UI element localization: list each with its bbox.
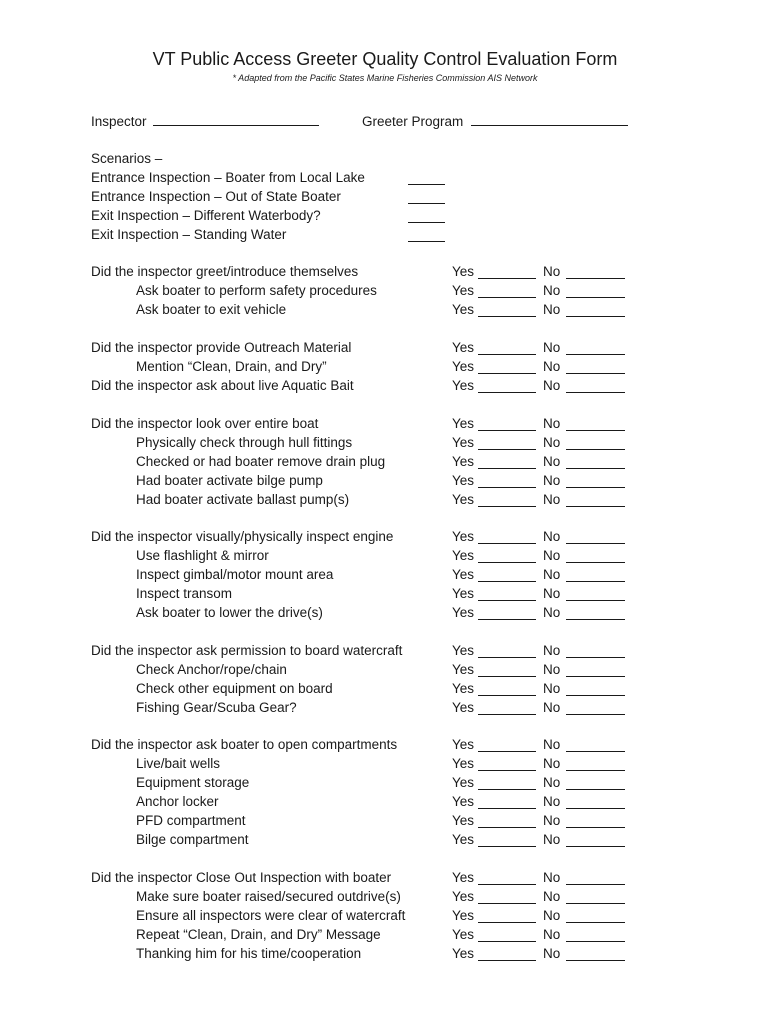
inspector-label: Inspector xyxy=(91,114,147,129)
sub-question-text: Mention “Clean, Drain, and Dry” xyxy=(136,359,327,374)
no-label: No xyxy=(543,586,561,601)
question-text: Did the inspector greet/introduce themselves xyxy=(91,264,359,279)
question-text: Did the inspector ask permission to board watercraft xyxy=(91,643,403,658)
no-blank[interactable] xyxy=(566,928,625,942)
yes-label: Yes xyxy=(452,416,475,431)
yes-label: Yes xyxy=(452,283,475,298)
scenario-item xyxy=(91,225,451,244)
yes-label: Yes xyxy=(452,492,475,507)
sub-question-text: Fishing Gear/Scuba Gear? xyxy=(136,700,297,715)
question-row xyxy=(91,471,631,490)
sub-question-text: Equipment storage xyxy=(136,775,250,790)
yes-label: Yes xyxy=(452,473,475,488)
scenario-item xyxy=(91,168,451,187)
yes-label: Yes xyxy=(452,870,475,885)
no-blank[interactable] xyxy=(566,757,625,771)
scenario-blank[interactable] xyxy=(408,228,445,242)
scenarios-block xyxy=(91,149,451,244)
yes-blank[interactable] xyxy=(478,757,536,771)
no-blank[interactable] xyxy=(566,947,625,961)
no-blank[interactable] xyxy=(566,303,625,317)
no-blank[interactable] xyxy=(566,909,625,923)
no-label: No xyxy=(543,605,561,620)
yes-label: Yes xyxy=(452,567,475,582)
no-blank[interactable] xyxy=(566,379,625,393)
question-row xyxy=(91,698,631,717)
no-blank[interactable] xyxy=(566,417,625,431)
question-section xyxy=(91,414,631,509)
no-label: No xyxy=(543,492,561,507)
yes-blank[interactable] xyxy=(478,701,536,715)
no-blank[interactable] xyxy=(566,493,625,507)
yes-blank[interactable] xyxy=(478,265,536,279)
yes-blank[interactable] xyxy=(478,909,536,923)
yes-label: Yes xyxy=(452,662,475,677)
yes-blank[interactable] xyxy=(478,436,536,450)
no-blank[interactable] xyxy=(566,341,625,355)
no-label: No xyxy=(543,529,561,544)
yes-label: Yes xyxy=(452,586,475,601)
yes-label: Yes xyxy=(452,605,475,620)
question-row xyxy=(91,830,631,849)
no-blank[interactable] xyxy=(566,284,625,298)
scenarios-heading: Scenarios – xyxy=(91,151,163,166)
yes-label: Yes xyxy=(452,359,475,374)
scenario-label: Exit Inspection – Different Waterbody? xyxy=(91,208,321,223)
question-row xyxy=(91,357,631,376)
sub-question-text: Ask boater to exit vehicle xyxy=(136,302,287,317)
sub-question-text: Thanking him for his time/cooperation xyxy=(136,946,362,961)
sub-question-text: Ensure all inspectors were clear of watercraft xyxy=(136,908,406,923)
yes-label: Yes xyxy=(452,529,475,544)
question-row xyxy=(91,527,631,546)
question-row xyxy=(91,281,631,300)
yes-blank[interactable] xyxy=(478,833,536,847)
no-blank[interactable] xyxy=(566,871,625,885)
question-row xyxy=(91,262,631,281)
sub-question-text: Had boater activate bilge pump xyxy=(136,473,323,488)
question-row xyxy=(91,811,631,830)
no-label: No xyxy=(543,643,561,658)
no-label: No xyxy=(543,775,561,790)
sub-question-text: Bilge compartment xyxy=(136,832,249,847)
yes-label: Yes xyxy=(452,548,475,563)
question-section xyxy=(91,868,631,963)
yes-label: Yes xyxy=(452,889,475,904)
yes-blank[interactable] xyxy=(478,303,536,317)
yes-blank[interactable] xyxy=(478,663,536,677)
no-label: No xyxy=(543,662,561,677)
question-section xyxy=(91,735,631,849)
inspector-blank[interactable] xyxy=(153,112,319,126)
sub-question-text: Ask boater to perform safety procedures xyxy=(136,283,377,298)
no-blank[interactable] xyxy=(566,436,625,450)
question-row xyxy=(91,546,631,565)
no-label: No xyxy=(543,378,561,393)
sub-question-text: Inspect transom xyxy=(136,586,233,601)
scenario-label: Entrance Inspection – Boater from Local Lake xyxy=(91,170,365,185)
no-label: No xyxy=(543,946,561,961)
question-text: Did the inspector ask about live Aquatic Bait xyxy=(91,378,354,393)
no-label: No xyxy=(543,567,561,582)
no-label: No xyxy=(543,908,561,923)
sub-question-text: Anchor locker xyxy=(136,794,219,809)
no-label: No xyxy=(543,756,561,771)
scenario-blank[interactable] xyxy=(408,209,445,223)
yes-blank[interactable] xyxy=(478,814,536,828)
question-row xyxy=(91,925,631,944)
greeter-program-field xyxy=(362,112,628,129)
no-label: No xyxy=(543,681,561,696)
yes-label: Yes xyxy=(452,756,475,771)
no-label: No xyxy=(543,832,561,847)
form-title: VT Public Access Greeter Quality Control Evaluation Form xyxy=(152,49,618,69)
yes-blank[interactable] xyxy=(478,530,536,544)
sub-question-text: Check other equipment on board xyxy=(136,681,333,696)
sub-question-text: PFD compartment xyxy=(136,813,246,828)
question-row xyxy=(91,300,631,319)
question-row xyxy=(91,490,631,509)
sub-question-text: Checked or had boater remove drain plug xyxy=(136,454,386,469)
sub-question-text: Ask boater to lower the drive(s) xyxy=(136,605,323,620)
no-blank[interactable] xyxy=(566,606,625,620)
no-blank[interactable] xyxy=(566,549,625,563)
question-text: Did the inspector ask boater to open compartments xyxy=(91,737,398,752)
sub-question-text: Make sure boater raised/secured outdrive(s) xyxy=(136,889,401,904)
no-blank[interactable] xyxy=(566,701,625,715)
question-row xyxy=(91,679,631,698)
question-row xyxy=(91,735,631,754)
no-blank[interactable] xyxy=(566,455,625,469)
yes-label: Yes xyxy=(452,927,475,942)
no-label: No xyxy=(543,359,561,374)
question-row xyxy=(91,641,631,660)
sub-question-text: Repeat “Clean, Drain, and Dry” Message xyxy=(136,927,381,942)
question-section xyxy=(91,527,631,622)
yes-blank[interactable] xyxy=(478,493,536,507)
no-blank[interactable] xyxy=(566,833,625,847)
no-label: No xyxy=(543,454,561,469)
yes-label: Yes xyxy=(452,454,475,469)
question-row xyxy=(91,754,631,773)
scenario-blank[interactable] xyxy=(408,190,445,204)
yes-label: Yes xyxy=(452,681,475,696)
question-text: Did the inspector visually/physically inspect engine xyxy=(91,529,394,544)
no-blank[interactable] xyxy=(566,795,625,809)
yes-label: Yes xyxy=(452,643,475,658)
scenario-item xyxy=(91,206,451,225)
no-label: No xyxy=(543,416,561,431)
question-row xyxy=(91,887,631,906)
no-blank[interactable] xyxy=(566,644,625,658)
yes-blank[interactable] xyxy=(478,947,536,961)
question-text: Did the inspector provide Outreach Material xyxy=(91,340,352,355)
sub-question-text: Inspect gimbal/motor mount area xyxy=(136,567,334,582)
question-row xyxy=(91,773,631,792)
yes-blank[interactable] xyxy=(478,455,536,469)
no-blank[interactable] xyxy=(566,682,625,696)
scenario-item xyxy=(91,187,451,206)
yes-blank[interactable] xyxy=(478,549,536,563)
question-row xyxy=(91,944,631,963)
yes-blank[interactable] xyxy=(478,341,536,355)
no-blank[interactable] xyxy=(566,587,625,601)
sub-question-text: Physically check through hull fittings xyxy=(136,435,353,450)
yes-label: Yes xyxy=(452,794,475,809)
scenario-label: Exit Inspection – Standing Water xyxy=(91,227,287,242)
no-label: No xyxy=(543,548,561,563)
yes-blank[interactable] xyxy=(478,568,536,582)
question-row xyxy=(91,584,631,603)
no-label: No xyxy=(543,700,561,715)
question-row xyxy=(91,452,631,471)
sub-question-text: Use flashlight & mirror xyxy=(136,548,269,563)
question-section xyxy=(91,338,631,395)
question-text: Did the inspector Close Out Inspection with boater xyxy=(91,870,392,885)
question-section xyxy=(91,262,631,319)
greeter-program-label: Greeter Program xyxy=(362,114,464,129)
no-label: No xyxy=(543,794,561,809)
no-blank[interactable] xyxy=(566,776,625,790)
yes-label: Yes xyxy=(452,775,475,790)
scenario-blank[interactable] xyxy=(408,171,445,185)
no-blank[interactable] xyxy=(566,814,625,828)
no-label: No xyxy=(543,302,561,317)
sub-question-text: Check Anchor/rope/chain xyxy=(136,662,287,677)
no-label: No xyxy=(543,435,561,450)
no-blank[interactable] xyxy=(566,530,625,544)
yes-label: Yes xyxy=(452,832,475,847)
question-section xyxy=(91,641,631,717)
no-label: No xyxy=(543,927,561,942)
question-row xyxy=(91,868,631,887)
question-row xyxy=(91,565,631,584)
no-label: No xyxy=(543,340,561,355)
no-label: No xyxy=(543,813,561,828)
sub-question-text: Live/bait wells xyxy=(136,756,221,771)
inspector-field xyxy=(91,112,319,129)
form-subtitle: * Adapted from the Pacific States Marine Fisheries Commission AIS Network xyxy=(232,73,538,83)
yes-label: Yes xyxy=(452,340,475,355)
yes-label: Yes xyxy=(452,435,475,450)
no-blank[interactable] xyxy=(566,890,625,904)
no-label: No xyxy=(543,889,561,904)
question-row xyxy=(91,433,631,452)
no-label: No xyxy=(543,473,561,488)
no-label: No xyxy=(543,283,561,298)
yes-blank[interactable] xyxy=(478,606,536,620)
yes-blank[interactable] xyxy=(478,795,536,809)
question-row xyxy=(91,376,631,395)
yes-label: Yes xyxy=(452,946,475,961)
yes-label: Yes xyxy=(452,302,475,317)
yes-blank[interactable] xyxy=(478,474,536,488)
question-row xyxy=(91,603,631,622)
yes-blank[interactable] xyxy=(478,379,536,393)
no-blank[interactable] xyxy=(566,568,625,582)
question-row xyxy=(91,906,631,925)
yes-label: Yes xyxy=(452,813,475,828)
question-row xyxy=(91,338,631,357)
yes-blank[interactable] xyxy=(478,587,536,601)
no-blank[interactable] xyxy=(566,265,625,279)
yes-blank[interactable] xyxy=(478,890,536,904)
question-row xyxy=(91,414,631,433)
yes-blank[interactable] xyxy=(478,871,536,885)
no-label: No xyxy=(543,870,561,885)
yes-blank[interactable] xyxy=(478,284,536,298)
no-label: No xyxy=(543,737,561,752)
yes-blank[interactable] xyxy=(478,776,536,790)
yes-label: Yes xyxy=(452,700,475,715)
yes-blank[interactable] xyxy=(478,417,536,431)
yes-label: Yes xyxy=(452,264,475,279)
no-blank[interactable] xyxy=(566,738,625,752)
no-blank[interactable] xyxy=(566,663,625,677)
greeter-program-blank[interactable] xyxy=(471,112,628,126)
yes-label: Yes xyxy=(452,378,475,393)
question-text: Did the inspector look over entire boat xyxy=(91,416,319,431)
yes-label: Yes xyxy=(452,737,475,752)
yes-blank[interactable] xyxy=(478,682,536,696)
no-blank[interactable] xyxy=(566,360,625,374)
yes-blank[interactable] xyxy=(478,360,536,374)
scenario-label: Entrance Inspection – Out of State Boater xyxy=(91,189,341,204)
yes-label: Yes xyxy=(452,908,475,923)
yes-blank[interactable] xyxy=(478,738,536,752)
question-row xyxy=(91,792,631,811)
yes-blank[interactable] xyxy=(478,644,536,658)
question-row xyxy=(91,660,631,679)
sub-question-text: Had boater activate ballast pump(s) xyxy=(136,492,350,507)
no-label: No xyxy=(543,264,561,279)
no-blank[interactable] xyxy=(566,474,625,488)
yes-blank[interactable] xyxy=(478,928,536,942)
